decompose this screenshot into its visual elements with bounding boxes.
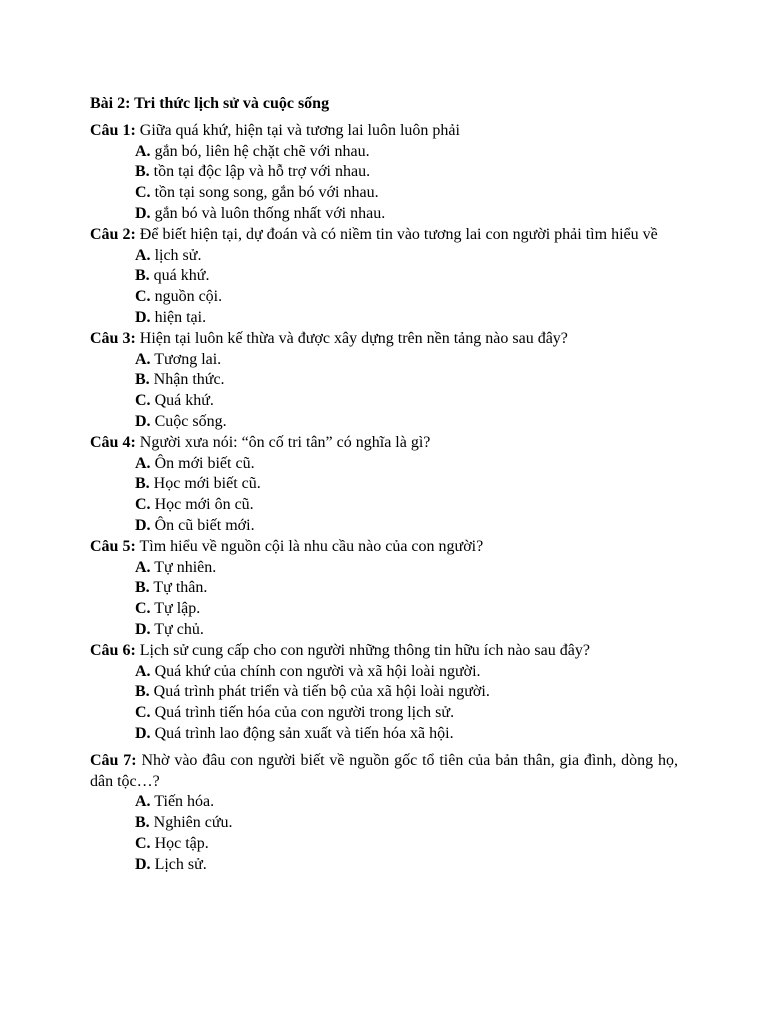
question-text: Tìm hiểu về nguồn cội là nhu cầu nào của con người? [139, 537, 484, 555]
option-key: C. [135, 496, 151, 514]
question-text: Để biết hiện tại, dự đoán và có niềm tin vào tương lai con người phải tìm hiểu về [139, 225, 658, 243]
option-key: B. [135, 267, 150, 285]
option-key: B. [135, 814, 150, 832]
option-key: D. [135, 308, 151, 326]
question-number: Câu 6: [90, 641, 136, 659]
question-stem [90, 329, 678, 350]
option-key: A. [135, 793, 151, 811]
option-key: C. [135, 704, 151, 722]
option-text: Học mới ôn cũ. [154, 496, 254, 514]
question-number: Câu 7: [90, 751, 137, 769]
option-key: D. [135, 724, 151, 742]
option-key: B. [135, 371, 150, 389]
option-text: Tự thân. [153, 579, 208, 597]
option-b [90, 266, 678, 287]
option-a [90, 246, 678, 267]
option-key: A. [135, 350, 151, 368]
question-6 [90, 641, 678, 745]
option-text: Cuộc sống. [154, 412, 227, 430]
question-3 [90, 329, 678, 433]
option-key: B. [135, 475, 150, 493]
option-text: Nghiên cứu. [153, 814, 233, 832]
option-text: Tự lập. [154, 600, 201, 618]
option-b [90, 813, 678, 834]
option-key: B. [135, 163, 150, 181]
option-text: Quá trình lao động sản xuất và tiến hóa xã hội. [154, 724, 454, 742]
option-b [90, 578, 678, 599]
question-number: Câu 4: [90, 433, 136, 451]
question-number: Câu 1: [90, 121, 136, 139]
option-text: hiện tại. [154, 308, 207, 326]
option-text: Học mới biết cũ. [153, 475, 261, 493]
option-d [90, 308, 678, 329]
option-text: nguồn cội. [154, 288, 223, 306]
question-2 [90, 225, 678, 329]
option-c [90, 391, 678, 412]
option-b [90, 682, 678, 703]
option-text: tồn tại song song, gắn bó với nhau. [154, 184, 379, 202]
question-stem [90, 121, 678, 142]
option-text: gắn bó và luôn thống nhất với nhau. [154, 204, 386, 222]
option-text: Tiến hóa. [154, 793, 215, 811]
option-text: Ôn cũ biết mới. [154, 516, 255, 534]
option-key: A. [135, 662, 151, 680]
question-stem [90, 641, 678, 662]
question-text: Nhờ vào đâu con người biết về nguồn gốc tổ tiên của bản thân, gia đình, dòng họ, dân tộc…? [90, 751, 679, 790]
option-d [90, 855, 678, 876]
question-stem [90, 225, 678, 246]
option-c [90, 495, 678, 516]
option-key: C. [135, 184, 151, 202]
question-number: Câu 5: [90, 537, 136, 555]
option-c [90, 183, 678, 204]
option-key: A. [135, 558, 151, 576]
option-c [90, 599, 678, 620]
question-1 [90, 121, 678, 225]
option-key: D. [135, 855, 151, 873]
option-text: tồn tại độc lập và hỗ trợ với nhau. [153, 163, 371, 181]
option-key: C. [135, 392, 151, 410]
option-d [90, 412, 678, 433]
question-stem [90, 751, 678, 793]
question-stem [90, 537, 678, 558]
lesson-title: Bài 2: Tri thức lịch sử và cuộc sống [90, 95, 330, 112]
question-5 [90, 537, 678, 641]
option-d [90, 204, 678, 225]
option-key: A. [135, 246, 151, 264]
option-text: Quá trình phát triển và tiến bộ của xã hội loài người. [153, 683, 490, 701]
question-7 [90, 751, 678, 876]
option-key: D. [135, 516, 151, 534]
option-key: B. [135, 579, 150, 597]
option-b [90, 162, 678, 183]
question-text: Hiện tại luôn kế thừa và được xây dựng trên nền tảng nào sau đây? [139, 329, 568, 347]
option-key: D. [135, 620, 151, 638]
question-number: Câu 3: [90, 329, 136, 347]
option-key: D. [135, 412, 151, 430]
option-d [90, 620, 678, 641]
question-4 [90, 433, 678, 537]
option-a [90, 350, 678, 371]
option-text: lịch sử. [154, 246, 202, 264]
document-page [90, 94, 678, 875]
option-a [90, 662, 678, 683]
option-a [90, 558, 678, 579]
question-number: Câu 2: [90, 225, 136, 243]
option-a [90, 454, 678, 475]
option-c [90, 834, 678, 855]
option-a [90, 792, 678, 813]
option-text: Tự nhiên. [154, 558, 217, 576]
option-d [90, 724, 678, 745]
option-text: Lịch sử. [154, 855, 207, 873]
option-c [90, 703, 678, 724]
option-key: A. [135, 142, 151, 160]
option-text: quá khứ. [153, 267, 210, 285]
option-text: Tự chủ. [154, 620, 204, 638]
option-key: C. [135, 834, 151, 852]
option-a [90, 142, 678, 163]
option-b [90, 474, 678, 495]
option-b [90, 370, 678, 391]
option-key: A. [135, 454, 151, 472]
option-key: C. [135, 600, 151, 618]
option-text: Học tập. [154, 834, 209, 852]
option-key: B. [135, 683, 150, 701]
question-text: Giữa quá khứ, hiện tại và tương lai luôn luôn phải [139, 121, 460, 139]
option-key: C. [135, 288, 151, 306]
option-text: Quá khứ. [154, 392, 214, 410]
question-text: Người xưa nói: “ôn cố tri tân” có nghĩa là gì? [139, 433, 431, 451]
question-text: Lịch sử cung cấp cho con người những thông tin hữu ích nào sau đây? [139, 641, 590, 659]
option-d [90, 516, 678, 537]
option-text: Quá trình tiến hóa của con người trong lịch sử. [154, 704, 455, 722]
option-text: Tương lai. [154, 350, 222, 368]
option-text: Ôn mới biết cũ. [154, 454, 255, 472]
option-text: Nhận thức. [153, 371, 225, 389]
option-text: Quá khứ của chính con người và xã hội loài người. [154, 662, 481, 680]
option-c [90, 287, 678, 308]
option-key: D. [135, 204, 151, 222]
option-text: gắn bó, liên hệ chặt chẽ với nhau. [154, 142, 370, 160]
question-stem [90, 433, 678, 454]
